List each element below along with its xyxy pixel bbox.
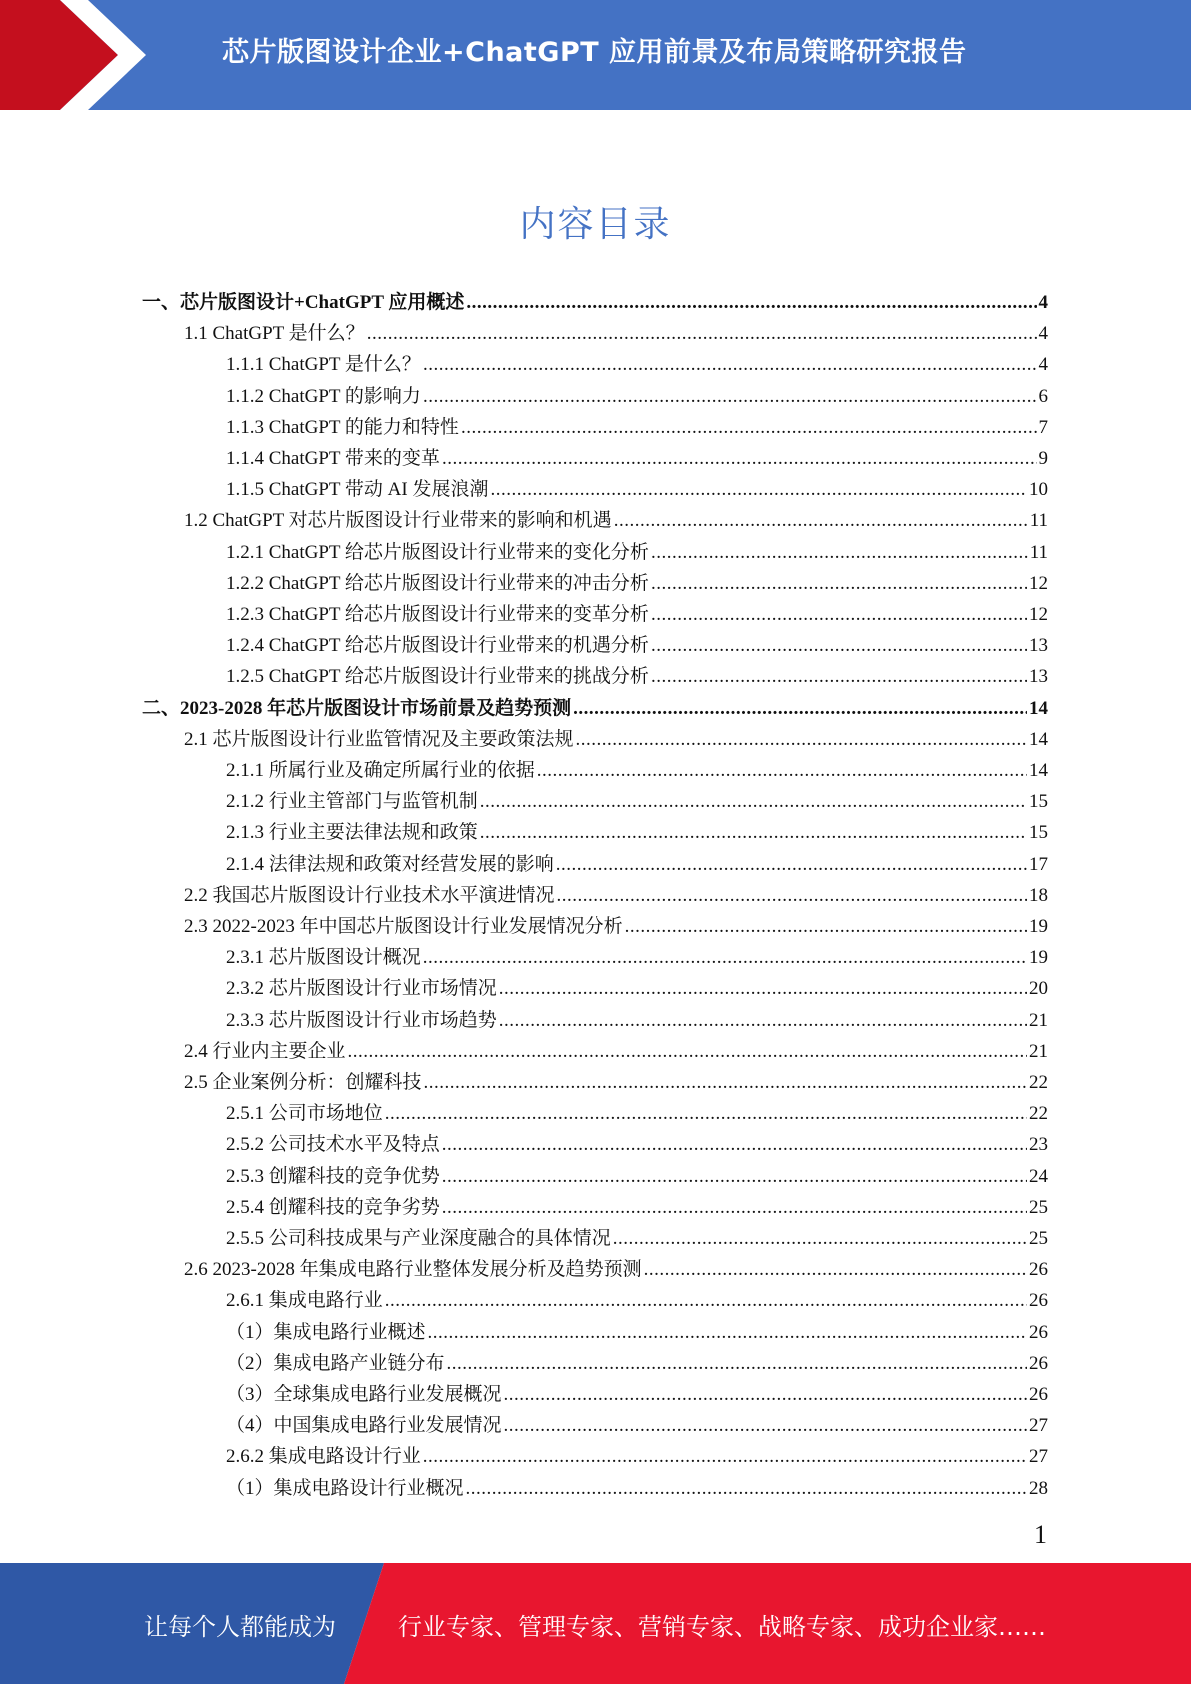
toc-dot-leader <box>556 853 1027 877</box>
toc-entry-title: 1.2.4 ChatGPT 给芯片版图设计行业带来的机遇分析 <box>226 635 649 657</box>
toc-dot-leader <box>466 1477 1027 1501</box>
toc-entry-title: 二、2023-2028 年芯片版图设计市场前景及趋势预测 <box>142 697 572 719</box>
toc-dot-leader <box>651 572 1027 596</box>
toc-entry-title: 2.6.2 集成电路设计行业 <box>226 1446 421 1468</box>
report-title: 芯片版图设计企业+ChatGPT 应用前景及布局策略研究报告 <box>222 37 967 68</box>
header-banner <box>0 0 1191 110</box>
toc-entry[interactable] <box>226 1002 1048 1033</box>
toc-entry-page: 12 <box>1029 572 1048 594</box>
toc-entry-title: 1.1.1 ChatGPT 是什么？ <box>226 354 421 376</box>
toc-entry[interactable] <box>226 471 1048 502</box>
toc-entry-title: （1）集成电路设计行业概况 <box>226 1477 464 1499</box>
toc-dot-leader <box>576 728 1027 752</box>
toc-entry-page: 23 <box>1029 1134 1048 1156</box>
toc-entry-page: 13 <box>1029 666 1048 688</box>
toc-entry-page: 4 <box>1038 354 1048 376</box>
toc-dot-leader <box>537 759 1027 783</box>
toc-entry-page: 10 <box>1029 479 1048 501</box>
toc-entry-page: 18 <box>1029 884 1048 906</box>
toc-entry-title: 2.5.4 创耀科技的竞争劣势 <box>226 1196 440 1218</box>
toc-entry[interactable] <box>226 1220 1048 1251</box>
toc-entry-page: 22 <box>1029 1072 1048 1093</box>
toc-entry-page: 19 <box>1029 947 1048 969</box>
toc-entry[interactable] <box>226 534 1048 565</box>
toc-entry-page: 26 <box>1029 1290 1048 1312</box>
toc-entry-page: 15 <box>1029 791 1048 813</box>
toc-dot-leader <box>651 634 1027 658</box>
toc-entry-title: 1.2.1 ChatGPT 给芯片版图设计行业带来的变化分析 <box>226 541 649 563</box>
toc-entry-page: 26 <box>1029 1352 1048 1374</box>
toc-dot-leader <box>466 291 1036 315</box>
toc-entry-page: 21 <box>1029 1040 1048 1062</box>
toc-entry-title: （2）集成电路产业链分布 <box>226 1352 445 1374</box>
toc-entry-title: 1.1 ChatGPT 是什么？ <box>184 323 365 345</box>
toc-entry-title: 1.1.3 ChatGPT 的能力和特性 <box>226 416 459 438</box>
toc-entry-page: 25 <box>1029 1228 1048 1249</box>
toc-dot-leader <box>423 385 1037 409</box>
toc-entry[interactable] <box>226 1126 1048 1157</box>
toc-dot-leader <box>447 1352 1027 1376</box>
toc-entry-title: 2.3.1 芯片版图设计概况 <box>226 947 421 969</box>
toc-entry[interactable] <box>184 877 1048 908</box>
toc-dot-leader <box>651 665 1027 689</box>
toc-entry-page: 12 <box>1029 604 1048 625</box>
page-number: 1 <box>1034 1520 1047 1549</box>
toc-entry-page: 19 <box>1029 916 1048 937</box>
toc-dot-leader <box>644 1258 1027 1282</box>
toc-entry-page: 28 <box>1029 1477 1048 1499</box>
toc-entry-page: 24 <box>1029 1165 1048 1187</box>
toc-dot-leader <box>651 603 1027 627</box>
toc-entry[interactable] <box>226 1158 1048 1189</box>
toc-entry-title: 2.1.4 法律法规和政策对经营发展的影响 <box>226 853 554 875</box>
toc-entry-page: 25 <box>1029 1196 1048 1218</box>
toc-dot-leader <box>442 1196 1027 1220</box>
toc-entry-page: 27 <box>1029 1446 1048 1468</box>
toc-entry[interactable] <box>226 346 1048 377</box>
toc-entry[interactable] <box>226 1282 1048 1313</box>
toc-entry-title: 2.5 企业案例分析：创耀科技 <box>184 1072 422 1093</box>
toc-entry[interactable] <box>226 814 1048 845</box>
toc-entry[interactable] <box>226 409 1048 440</box>
toc-entry-title: 一、芯片版图设计+ChatGPT 应用概述 <box>142 292 465 313</box>
toc-entry-page: 26 <box>1029 1384 1048 1405</box>
toc-dot-leader <box>480 790 1027 814</box>
toc-entry[interactable] <box>226 1407 1048 1438</box>
toc-dot-leader <box>499 977 1027 1001</box>
toc-dot-leader <box>504 1414 1027 1438</box>
toc-entry[interactable] <box>226 752 1048 783</box>
toc-entry-page: 27 <box>1029 1415 1048 1437</box>
toc-entry-title: 2.2 我国芯片版图设计行业技术水平演进情况 <box>184 884 555 906</box>
toc-entry-page: 14 <box>1029 697 1048 719</box>
toc-entry-page: 14 <box>1029 760 1048 781</box>
toc-entry-page: 13 <box>1029 635 1048 657</box>
toc-entry[interactable] <box>142 284 1048 315</box>
toc-entry[interactable] <box>184 1064 1048 1095</box>
toc-entry-page: 17 <box>1029 853 1048 875</box>
toc-entry-title: 2.5.1 公司市场地位 <box>226 1103 383 1125</box>
toc-dot-leader <box>504 1383 1027 1407</box>
toc-dot-leader <box>651 541 1028 565</box>
toc-entry-page: 15 <box>1029 822 1048 844</box>
toc-entry-page: 26 <box>1029 1321 1048 1343</box>
toc-entry-page: 11 <box>1029 541 1048 563</box>
footer-slogan-left: 让每个人都能成为 <box>144 1613 336 1641</box>
toc-dot-leader <box>348 1040 1027 1064</box>
toc-entry[interactable] <box>226 565 1048 596</box>
toc-entry-title: 2.6.1 集成电路行业 <box>226 1290 383 1312</box>
toc-dot-leader <box>490 478 1027 502</box>
toc-entry-title: 2.3.2 芯片版图设计行业市场情况 <box>226 978 497 1000</box>
toc-entry[interactable] <box>226 970 1048 1001</box>
toc-entry-page: 6 <box>1038 385 1048 407</box>
toc-entry-title: 2.5.5 公司科技成果与产业深度融合的具体情况 <box>226 1228 611 1249</box>
toc-entry-title: 1.2 ChatGPT 对芯片版图设计行业带来的影响和机遇 <box>184 510 612 532</box>
toc-entry-page: 9 <box>1038 448 1048 469</box>
toc-dot-leader <box>461 416 1037 440</box>
toc-entry-title: 1.2.5 ChatGPT 给芯片版图设计行业带来的挑战分析 <box>226 666 649 688</box>
toc-entry-page: 14 <box>1029 728 1048 750</box>
toc-entry[interactable] <box>226 1189 1048 1220</box>
toc-entry[interactable] <box>226 1438 1048 1469</box>
toc-entry[interactable] <box>184 1033 1048 1064</box>
toc-entry[interactable] <box>226 1345 1048 1376</box>
toc-dot-leader <box>442 1133 1027 1157</box>
toc-dot-leader <box>423 1445 1027 1469</box>
toc-entry-title: 2.1.3 行业主要法律法规和政策 <box>226 822 478 844</box>
toc-dot-leader <box>625 915 1027 939</box>
toc-entry-title: 2.5.3 创耀科技的竞争优势 <box>226 1165 440 1187</box>
toc-dot-leader <box>614 509 1028 533</box>
toc-entry[interactable] <box>226 846 1048 877</box>
toc-entry-title: 1.2.3 ChatGPT 给芯片版图设计行业带来的变革分析 <box>226 604 649 625</box>
toc-dot-leader <box>423 353 1037 377</box>
footer-banner <box>0 1563 1191 1684</box>
toc-dot-leader <box>557 884 1027 908</box>
toc-entry-title: 2.3 2022-2023 年中国芯片版图设计行业发展情况分析 <box>184 916 623 937</box>
toc-entry[interactable] <box>184 721 1048 752</box>
toc-entry[interactable] <box>184 502 1048 533</box>
toc-entry-title: 2.1.1 所属行业及确定所属行业的依据 <box>226 760 535 781</box>
toc-entry[interactable] <box>184 908 1048 939</box>
toc-dot-leader <box>480 821 1027 845</box>
toc-dot-leader <box>423 946 1027 970</box>
toc-dot-leader <box>424 1071 1027 1095</box>
toc-dot-leader <box>499 1009 1027 1033</box>
toc-entry-page: 4 <box>1038 323 1048 345</box>
toc-entry-title: 2.6 2023-2028 年集成电路行业整体发展分析及趋势预测 <box>184 1259 642 1281</box>
toc-entry-title: 1.1.4 ChatGPT 带来的变革 <box>226 448 440 469</box>
toc-entry[interactable] <box>226 440 1048 471</box>
toc-entry-title: 1.1.2 ChatGPT 的影响力 <box>226 385 421 407</box>
toc-entry[interactable] <box>184 1251 1048 1282</box>
toc-entry-title: （4）中国集成电路行业发展情况 <box>226 1415 502 1437</box>
toc-entry-page: 4 <box>1038 292 1048 313</box>
toc-entry[interactable] <box>226 658 1048 689</box>
toc-entry-page: 11 <box>1029 510 1048 532</box>
toc-entry[interactable] <box>226 939 1048 970</box>
toc-dot-leader <box>442 1165 1027 1189</box>
toc-dot-leader <box>367 322 1037 346</box>
toc-entry-title: 2.4 行业内主要企业 <box>184 1040 346 1062</box>
toc-heading: 内容目录 <box>519 204 672 245</box>
toc-entry-title: （1）集成电路行业概述 <box>226 1321 426 1343</box>
toc-entry[interactable] <box>226 1095 1048 1126</box>
toc-entry[interactable] <box>226 1470 1048 1501</box>
toc-entry-title: 2.5.2 公司技术水平及特点 <box>226 1134 440 1156</box>
toc-entry-page: 26 <box>1029 1259 1048 1281</box>
toc-entry-title: 2.1.2 行业主管部门与监管机制 <box>226 791 478 813</box>
toc-entry[interactable] <box>142 690 1048 721</box>
toc-entry[interactable] <box>226 627 1048 658</box>
toc-entry-title: 1.2.2 ChatGPT 给芯片版图设计行业带来的冲击分析 <box>226 572 649 594</box>
toc-entry[interactable] <box>226 783 1048 814</box>
toc-entry[interactable] <box>226 1376 1048 1407</box>
footer-slogan-right: 行业专家、管理专家、营销专家、战略专家、成功企业家…… <box>398 1613 1046 1641</box>
toc-entry-page: 21 <box>1029 1009 1048 1031</box>
toc-entry-title: （3）全球集成电路行业发展概况 <box>226 1384 502 1405</box>
toc-entry-title: 2.1 芯片版图设计行业监管情况及主要政策法规 <box>184 728 574 750</box>
toc-entry-title: 2.3.3 芯片版图设计行业市场趋势 <box>226 1009 497 1031</box>
toc-dot-leader <box>573 697 1027 721</box>
toc-dot-leader <box>385 1289 1027 1313</box>
toc-dot-leader <box>442 447 1037 471</box>
toc-entry[interactable] <box>226 596 1048 627</box>
toc-entry-page: 7 <box>1038 416 1048 438</box>
toc-entry-page: 22 <box>1029 1103 1048 1125</box>
toc-dot-leader <box>613 1227 1027 1251</box>
toc-entry[interactable] <box>184 315 1048 346</box>
toc-dot-leader <box>385 1102 1027 1126</box>
toc-entry-title: 1.1.5 ChatGPT 带动 AI 发展浪潮 <box>226 479 489 501</box>
toc-entry[interactable] <box>226 378 1048 409</box>
toc-dot-leader <box>428 1321 1027 1345</box>
toc-entry[interactable] <box>226 1314 1048 1345</box>
toc-entry-page: 20 <box>1029 978 1048 1000</box>
